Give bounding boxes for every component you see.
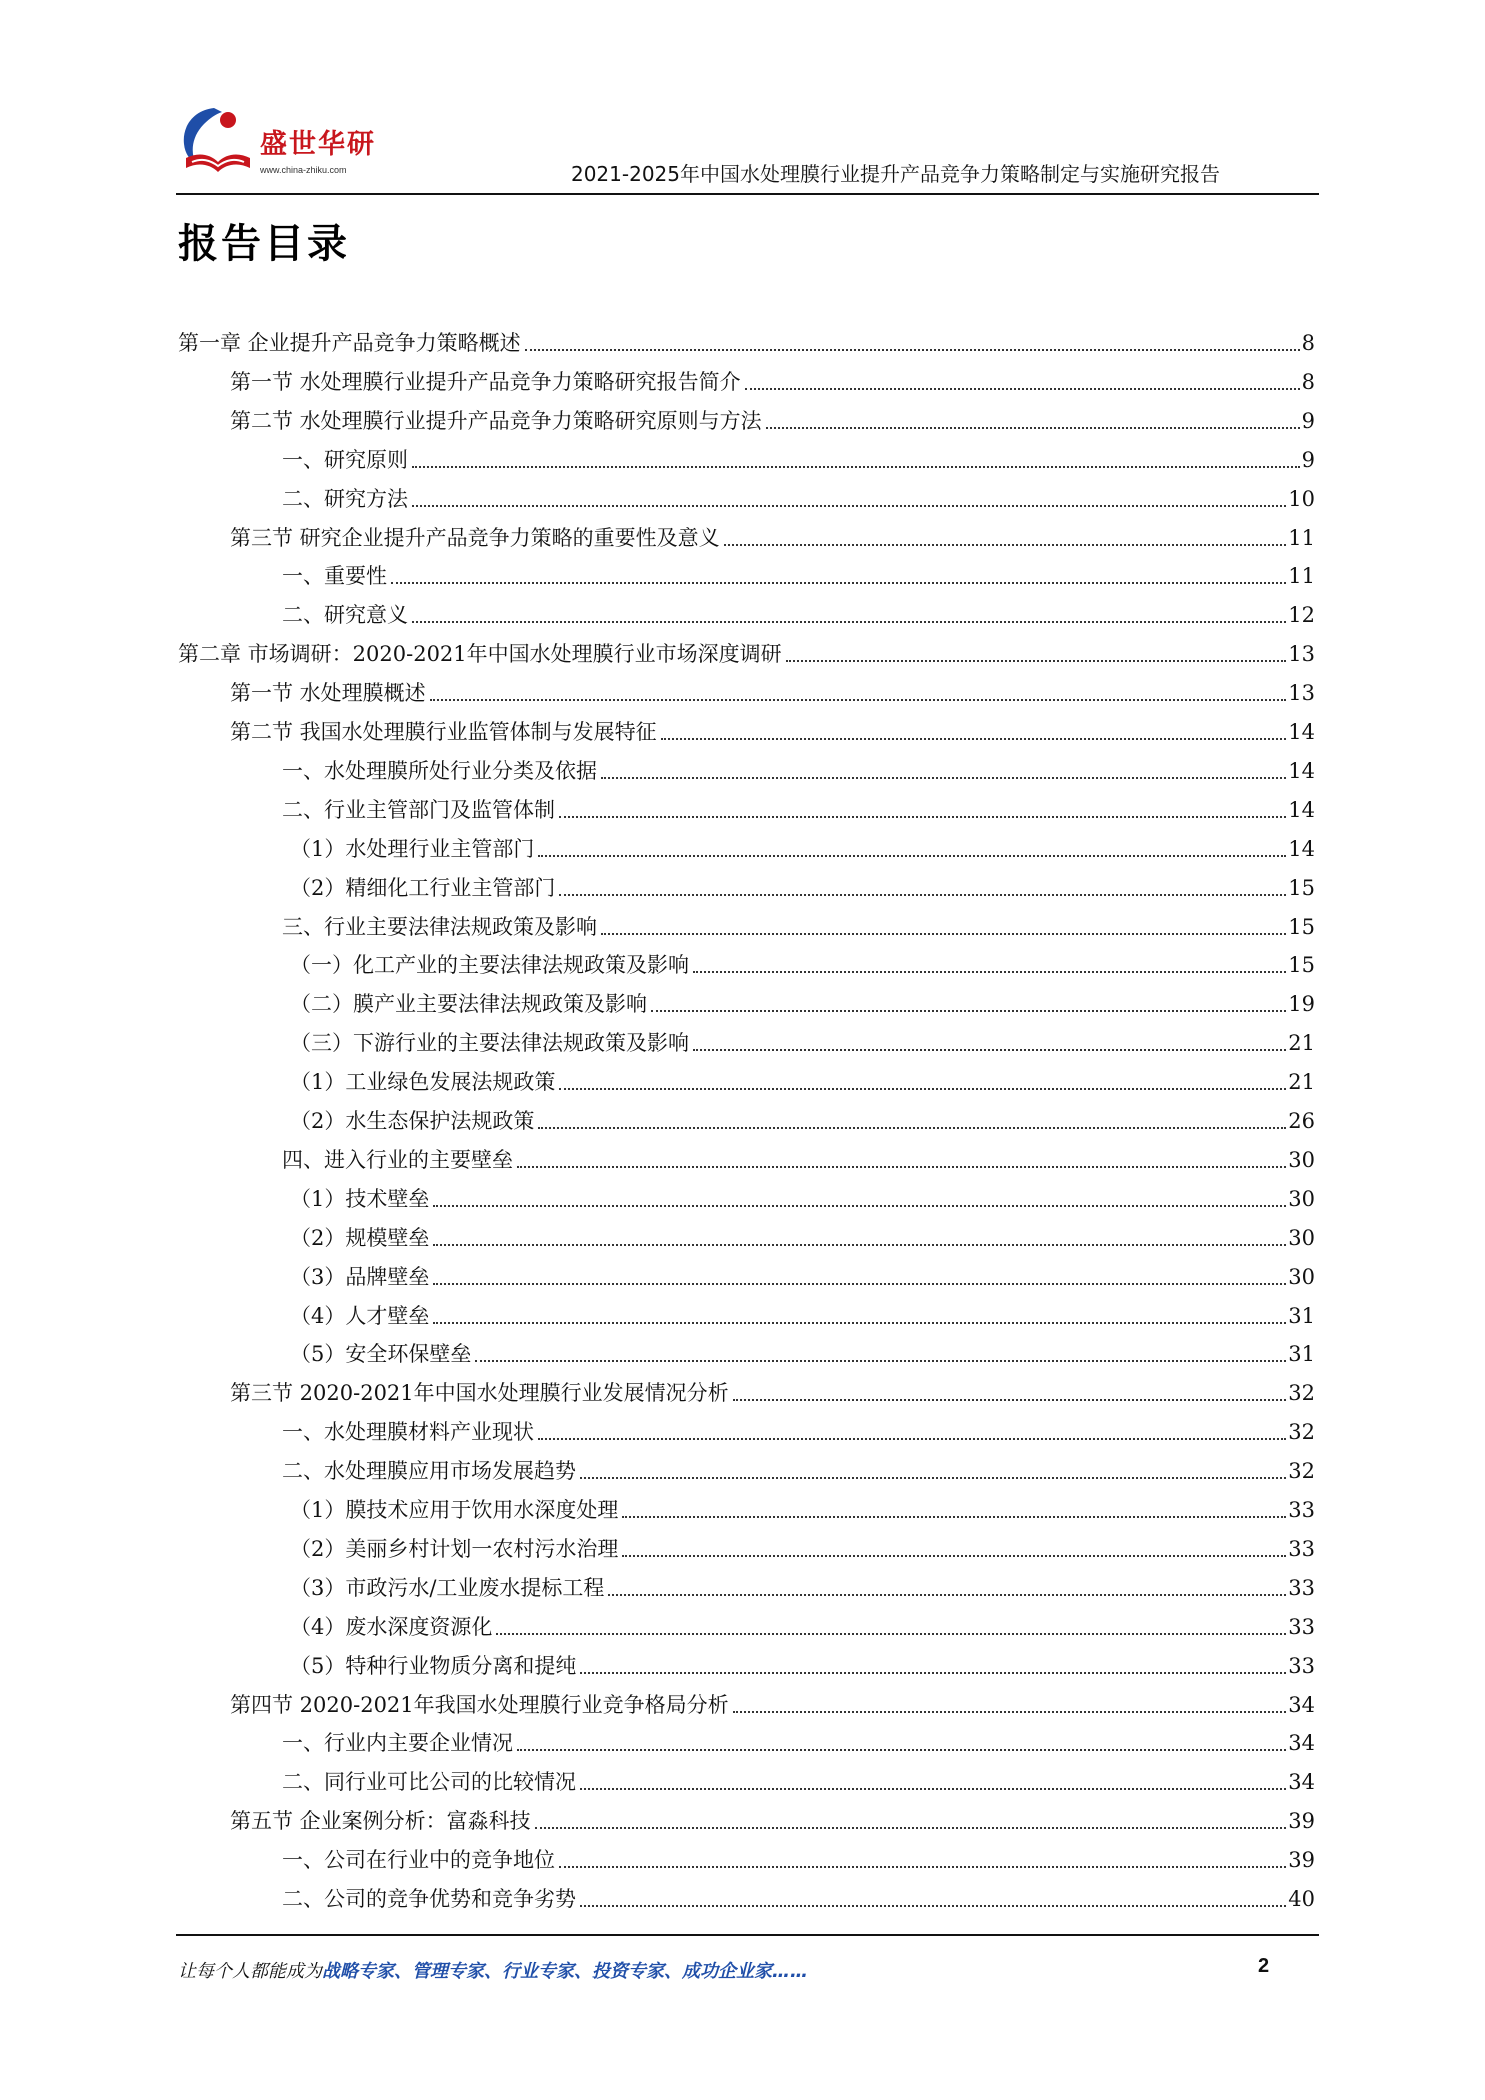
toc-entry[interactable]: [230, 1796, 1315, 1835]
toc-entry-label: （2）水生态保护法规政策: [290, 1109, 535, 1133]
toc-dot-leader: [622, 1554, 1286, 1557]
toc-entry-page: 33: [1288, 1536, 1315, 1561]
toc-dot-leader: [559, 815, 1286, 818]
toc-entry-label: （1）膜技术应用于饮用水深度处理: [290, 1498, 619, 1522]
toc-entry[interactable]: [282, 1135, 1315, 1174]
toc-dot-leader: [433, 1243, 1286, 1246]
toc-entry-label: （4）人才壁垒: [290, 1303, 430, 1328]
toc-entry-page: 32: [1288, 1420, 1315, 1445]
page-number: 2: [1258, 1955, 1270, 1977]
toc-entry-page: 11: [1288, 525, 1315, 550]
toc-dot-leader: [580, 1671, 1286, 1674]
toc-entry-label: 第一节 水处理膜行业提升产品竞争力策略研究报告简介: [230, 369, 741, 394]
toc-entry-page: 15: [1288, 953, 1315, 978]
toc-entry-page: 15: [1288, 875, 1315, 900]
toc-dot-leader: [412, 504, 1286, 507]
toc-entry-page: 19: [1288, 992, 1315, 1017]
toc-entry-label: 一、行业内主要企业情况: [282, 1731, 513, 1756]
toc-entry-label: （5）特种行业物质分离和提纯: [290, 1653, 577, 1678]
toc-entry-page: 30: [1288, 1264, 1315, 1289]
header-divider: [176, 193, 1319, 195]
logo-book-icon: [176, 102, 258, 182]
toc-entry-page: 34: [1288, 1692, 1315, 1717]
logo-name: 盛世华研: [260, 129, 376, 160]
toc-dot-leader: [745, 387, 1300, 390]
toc-entry-page: 13: [1288, 642, 1315, 667]
toc-entry[interactable]: [230, 396, 1315, 435]
toc-entry-label: 三、行业主要法律法规政策及影响: [282, 914, 597, 939]
toc-entry[interactable]: [282, 1407, 1315, 1446]
toc-entry-label: 二、公司的竞争优势和竞争劣势: [282, 1887, 576, 1911]
slogan-highlight: 战略专家、管理专家、行业专家、投资专家、成功企业家……: [322, 1961, 808, 1982]
toc-entry-page: 33: [1288, 1614, 1315, 1639]
toc-dot-leader: [517, 1748, 1286, 1751]
toc-entry[interactable]: [290, 1174, 1315, 1213]
toc-entry-label: 一、重要性: [282, 564, 387, 589]
toc-entry-label: （2）美丽乡村计划一农村污水治理: [290, 1536, 619, 1561]
toc-entry[interactable]: [282, 551, 1315, 590]
toc-entry[interactable]: [282, 590, 1315, 629]
toc-dot-leader: [559, 1087, 1286, 1090]
toc-dot-leader: [559, 893, 1286, 896]
toc-entry[interactable]: [290, 1096, 1315, 1135]
toc-entry-page: 12: [1288, 603, 1315, 628]
toc-dot-leader: [608, 1593, 1286, 1596]
toc-entry-label: 一、水处理膜材料产业现状: [282, 1420, 534, 1445]
toc-entry[interactable]: [282, 1835, 1315, 1874]
toc-entry-label: 二、研究方法: [282, 486, 408, 511]
toc-entry-page: 33: [1288, 1575, 1315, 1600]
toc-entry-label: 第一章 企业提升产品竞争力策略概述: [178, 331, 521, 355]
toc-entry-page: 34: [1288, 1731, 1315, 1756]
toc-entry[interactable]: [282, 1446, 1315, 1485]
toc-dot-leader: [391, 581, 1286, 584]
toc-dot-leader: [517, 1165, 1286, 1168]
toc-entry-page: 30: [1288, 1186, 1315, 1211]
toc-entry-label: 二、同行业可比公司的比较情况: [282, 1770, 576, 1795]
toc-dot-leader: [693, 1048, 1286, 1051]
toc-entry-page: 14: [1288, 720, 1315, 744]
toc-entry[interactable]: [290, 1524, 1315, 1563]
toc-entry-label: 二、水处理膜应用市场发展趋势: [282, 1459, 576, 1484]
toc-entry-page: 14: [1288, 758, 1315, 783]
toc-entry[interactable]: [290, 1563, 1315, 1602]
toc-entry-label: 二、研究意义: [282, 603, 408, 628]
toc-dot-leader: [475, 1359, 1286, 1362]
toc-entry-label: （2）规模壁垒: [290, 1225, 430, 1250]
toc-entry-label: 第五节 企业案例分析：富淼科技: [230, 1809, 531, 1834]
toc-entry-label: （一）化工产业的主要法律法规政策及影响: [290, 953, 689, 978]
toc-entry-label: 第三节 研究企业提升产品竞争力策略的重要性及意义: [230, 525, 720, 550]
toc-entry-label: （1）水处理行业主管部门: [290, 836, 535, 861]
toc-dot-leader: [661, 737, 1287, 740]
toc-entry-page: 33: [1288, 1653, 1315, 1678]
toc-entry[interactable]: [290, 1641, 1315, 1680]
toc-dot-leader: [622, 1515, 1286, 1518]
toc-dot-leader: [412, 620, 1286, 623]
toc-entry-page: 30: [1288, 1147, 1315, 1172]
logo-url: www.china-zhiku.com: [260, 165, 347, 175]
toc-dot-leader: [724, 543, 1287, 546]
toc-dot-leader: [651, 1009, 1286, 1012]
toc-entry[interactable]: [290, 824, 1315, 863]
toc-entry[interactable]: [290, 1252, 1315, 1291]
toc-entry[interactable]: [282, 435, 1315, 474]
toc-entry[interactable]: [282, 746, 1315, 785]
toc-dot-leader: [525, 348, 1300, 351]
toc-entry[interactable]: [290, 979, 1315, 1018]
toc-dot-leader: [538, 854, 1286, 857]
toc-entry-label: 一、研究原则: [282, 447, 408, 472]
toc-entry-page: 21: [1288, 1070, 1315, 1095]
toc-entry[interactable]: [230, 1368, 1315, 1407]
footer-slogan: [178, 1957, 808, 1983]
toc-entry-page: 8: [1301, 331, 1315, 355]
toc-entry-label: （三）下游行业的主要法律法规政策及影响: [290, 1031, 689, 1056]
toc-dot-leader: [433, 1321, 1286, 1324]
toc-entry[interactable]: [282, 1874, 1315, 1913]
toc-dot-leader: [580, 1787, 1286, 1790]
toc-entry-page: 8: [1301, 369, 1315, 394]
toc-entry-page: 30: [1288, 1225, 1315, 1250]
toc-entry-label: 第四节 2020-2021年我国水处理膜行业竞争格局分析: [230, 1692, 729, 1717]
toc-entry-label: （1）技术壁垒: [290, 1186, 430, 1211]
toc-dot-leader: [601, 776, 1286, 779]
toc-entry-label: 四、进入行业的主要壁垒: [282, 1147, 513, 1172]
toc-entry-label: 第一节 水处理膜概述: [230, 681, 426, 706]
toc-entry-page: 32: [1288, 1381, 1315, 1406]
toc-entry[interactable]: [290, 1018, 1315, 1057]
toc-entry[interactable]: [230, 707, 1315, 746]
footer-divider: [176, 1934, 1319, 1936]
toc-dot-leader: [535, 1826, 1287, 1829]
toc-entry[interactable]: [282, 474, 1315, 513]
toc-entry-page: 13: [1288, 681, 1315, 706]
toc-dot-leader: [412, 465, 1300, 468]
toc-entry-page: 39: [1288, 1848, 1315, 1873]
toc-entry-page: 33: [1288, 1498, 1315, 1522]
toc-entry-label: 第二节 我国水处理膜行业监管体制与发展特征: [230, 720, 657, 744]
toc-entry[interactable]: [290, 1057, 1315, 1096]
toc-entry[interactable]: [178, 318, 1315, 357]
toc-entry-label: （5）安全环保壁垒: [290, 1342, 472, 1367]
toc-entry-page: 31: [1288, 1342, 1315, 1367]
toc-entry-page: 34: [1288, 1770, 1315, 1795]
toc-entry[interactable]: [290, 940, 1315, 979]
toc-entry[interactable]: [290, 1602, 1315, 1641]
toc-dot-leader: [559, 1865, 1286, 1868]
toc-entry-label: （3）品牌壁垒: [290, 1264, 430, 1289]
toc-entry[interactable]: [290, 1485, 1315, 1524]
toc-entry-label: （3）市政污水/工业废水提标工程: [290, 1575, 605, 1600]
toc-dot-leader: [433, 1204, 1286, 1207]
toc-entry-label: 一、公司在行业中的竞争地位: [282, 1848, 555, 1873]
report-title: 2021-2025年中国水处理膜行业提升产品竞争力策略制定与实施研究报告: [570, 162, 1220, 186]
toc-entry[interactable]: [282, 785, 1315, 824]
toc-dot-leader: [786, 659, 1287, 662]
toc-entry-page: 10: [1288, 486, 1315, 511]
toc-entry-page: 40: [1288, 1887, 1315, 1911]
toc-entry-page: 32: [1288, 1459, 1315, 1484]
toc-entry-label: （二）膜产业主要法律法规政策及影响: [290, 992, 647, 1017]
toc-entry-label: 第二章 市场调研：2020-2021年中国水处理膜行业市场深度调研: [178, 642, 782, 667]
toc-dot-leader: [430, 698, 1287, 701]
toc-entry-page: 15: [1288, 914, 1315, 939]
toc-dot-leader: [580, 1904, 1286, 1907]
toc-entry-page: 9: [1301, 408, 1315, 433]
toc-entry-page: 26: [1288, 1109, 1315, 1133]
toc-entry-page: 11: [1288, 564, 1315, 589]
company-logo: [176, 102, 396, 182]
toc-entry-page: 39: [1288, 1809, 1315, 1834]
toc-dot-leader: [733, 1398, 1287, 1401]
toc-entry-page: 21: [1288, 1031, 1315, 1056]
toc-entry[interactable]: [290, 863, 1315, 902]
toc-entry-label: 一、水处理膜所处行业分类及依据: [282, 758, 597, 783]
toc-entry[interactable]: [282, 1718, 1315, 1757]
toc-entry-label: 二、行业主管部门及监管体制: [282, 797, 555, 822]
toc-dot-leader: [496, 1632, 1286, 1635]
toc-entry[interactable]: [230, 357, 1315, 396]
toc-entry[interactable]: [282, 902, 1315, 941]
toc-entry-label: （4）废水深度资源化: [290, 1614, 493, 1639]
slogan-prefix: 让每个人都能成为: [178, 1961, 322, 1982]
toc-dot-leader: [538, 1437, 1286, 1440]
toc-dot-leader: [693, 970, 1286, 973]
toc-dot-leader: [766, 426, 1300, 429]
toc-entry-page: 14: [1288, 797, 1315, 822]
toc-entry-label: 第二节 水处理膜行业提升产品竞争力策略研究原则与方法: [230, 408, 762, 433]
toc-entry-page: 14: [1288, 836, 1315, 861]
toc-entry[interactable]: [290, 1329, 1315, 1368]
toc-dot-leader: [433, 1282, 1286, 1285]
toc-entry[interactable]: [230, 513, 1315, 552]
toc-entry-label: （1）工业绿色发展法规政策: [290, 1070, 556, 1095]
toc-entry[interactable]: [230, 668, 1315, 707]
toc-heading: 报告目录: [178, 221, 350, 267]
toc-entry[interactable]: [230, 1680, 1315, 1719]
toc-entry-page: 31: [1288, 1303, 1315, 1328]
toc-entry[interactable]: [290, 1213, 1315, 1252]
toc-dot-leader: [538, 1126, 1286, 1129]
toc-entry-page: 9: [1301, 447, 1315, 472]
toc-entry-label: （2）精细化工行业主管部门: [290, 875, 556, 900]
toc-entry[interactable]: [282, 1757, 1315, 1796]
toc-dot-leader: [580, 1476, 1286, 1479]
toc-entry-label: 第三节 2020-2021年中国水处理膜行业发展情况分析: [230, 1381, 729, 1406]
toc-entry[interactable]: [290, 1291, 1315, 1330]
toc-dot-leader: [733, 1710, 1287, 1713]
toc-entry[interactable]: [178, 629, 1315, 668]
toc-dot-leader: [601, 932, 1286, 935]
